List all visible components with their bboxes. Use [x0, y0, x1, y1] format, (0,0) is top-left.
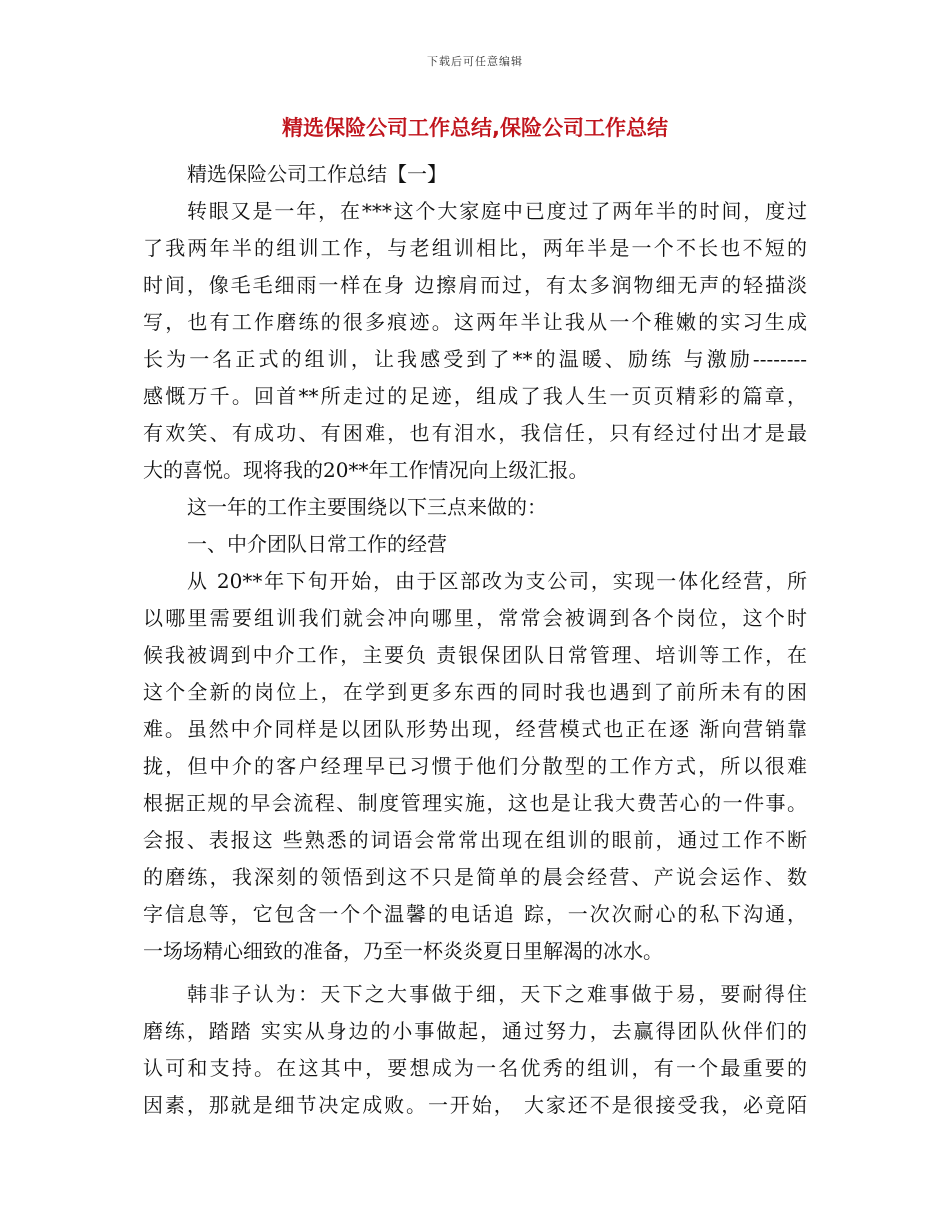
paragraph-line: 从 20**年下旬开始，由于区部改为支公司，实现一体化经营，所: [187, 569, 807, 593]
document-body: [143, 156, 807, 1124]
paragraph-line: 写，也有工作磨练的很多痕迹。这两年半让我从一个稚嫩的实习生成: [143, 310, 807, 334]
paragraph-line: 拢，但中介的客户经理早已习惯于他们分散型的工作方式，所以很难: [143, 754, 807, 778]
paragraph-line: 难。虽然中介同样是以团队形势出现，经营模式也正在逐 渐向营销靠: [143, 717, 807, 741]
paragraph-line: 磨练，踏踏 实实从身边的小事做起，通过努力，去赢得团队伙伴们的: [143, 1019, 807, 1043]
section-heading: 精选保险公司工作总结【一】: [187, 162, 447, 186]
header-note: 下载后可任意编辑: [427, 55, 523, 68]
paragraph-line: 会报、表报这 些熟悉的词语会常常出现在组训的眼前，通过工作不断: [143, 828, 807, 852]
paragraph-line: 根据正规的早会流程、制度管理实施，这也是让我大费苦心的一件事。: [143, 791, 807, 815]
paragraph-line: 认可和支持。在这其中，要想成为一名优秀的组训，有一个最重要的: [143, 1056, 807, 1080]
paragraph-line: 候我被调到中介工作，主要负 责银保团队日常管理、培训等工作，在: [143, 643, 807, 667]
paragraph-line: 时间，像毛毛细雨一样在身 边擦肩而过，有太多润物细无声的轻描淡: [143, 273, 807, 297]
paragraph-line: 长为一名正式的组训，让我感受到了**的温暖、励练 与激励--------: [143, 347, 807, 371]
paragraph-line: 转眼又是一年，在***这个大家庭中已度过了两年半的时间，度过: [187, 199, 807, 223]
paragraph-line: 因素，那就是细节决定成败。一开始， 大家还不是很接受我，必竟陌: [143, 1093, 807, 1117]
paragraph-line: 以哪里需要组训我们就会冲向哪里，常常会被调到各个岗位，这个时: [143, 606, 807, 630]
paragraph-line: 有欢笑、有成功、有困难，也有泪水，我信任，只有经过付出才是最: [143, 421, 807, 445]
paragraph-line: 了我两年半的组训工作，与老组训相比，两年半是一个不长也不短的: [143, 236, 807, 260]
paragraph-line: 这个全新的岗位上，在学到更多东西的同时我也遇到了前所未有的困: [143, 680, 807, 704]
paragraph-line: 的磨练，我深刻的领悟到这不只是简单的晨会经营、产说会运作、数: [143, 865, 807, 889]
paragraph-line: 大的喜悦。现将我的20**年工作情况向上级汇报。: [143, 458, 589, 482]
subsection-heading: 一、中介团队日常工作的经营: [187, 532, 447, 556]
paragraph-line: 韩非子认为：天下之大事做于细，天下之难事做于易，要耐得住: [187, 982, 807, 1006]
paragraph-line: 这一年的工作主要围绕以下三点来做的：: [187, 495, 547, 519]
paragraph-line: 字信息等，它包含一个个温馨的电话追 踪，一次次耐心的私下沟通，: [143, 902, 807, 926]
document-title: 精选保险公司工作总结,保险公司工作总结: [282, 116, 668, 140]
paragraph-line: 一场场精心细致的准备，乃至一杯炎炎夏日里解渴的冰水。: [143, 939, 663, 963]
paragraph-line: 感慨万千。回首**所走过的足迹，组成了我人生一页页精彩的篇章，: [143, 384, 807, 408]
